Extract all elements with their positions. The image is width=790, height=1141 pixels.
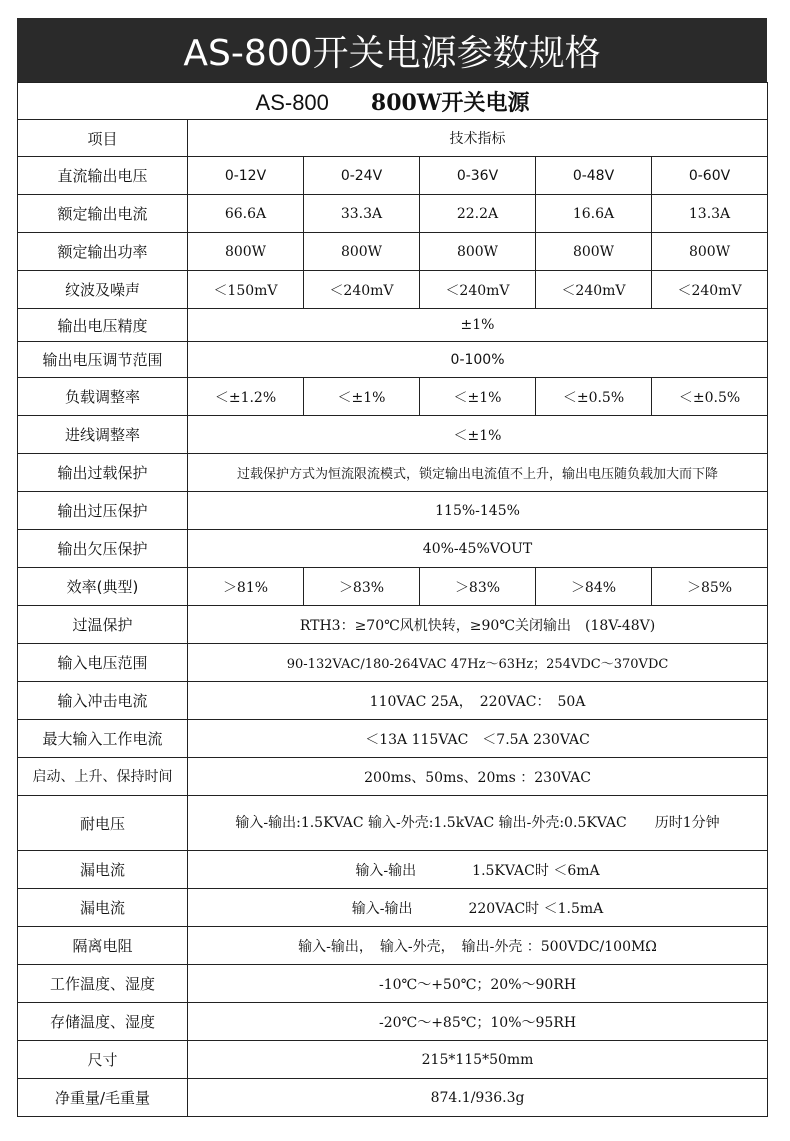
value-cell: ＜±1% (420, 378, 536, 416)
row-label: 负载调整率 (18, 378, 188, 416)
value-cell: 输入-输出 220VAC时 ＜1.5mA (188, 889, 768, 927)
value-cell: 输入-输出:1.5KVAC 输入-外壳:1.5kVAC 输出-外壳:0.5KVAC 历时1分钟 (188, 796, 768, 851)
value-cell: 0-36V (420, 157, 536, 195)
value-cell: ＜240mV (304, 271, 420, 309)
table-row (18, 1003, 768, 1041)
table-row (18, 342, 768, 378)
value-cell: 过载保护方式为恒流限流模式，锁定输出电流值不上升，输出电压随负载加大而下降 (188, 454, 768, 492)
value-cell: ＜±1.2% (188, 378, 304, 416)
value-cell: ±1% (188, 309, 768, 342)
table-row (18, 233, 768, 271)
header-spec: 技术指标 (188, 120, 768, 157)
header-item: 项目 (18, 120, 188, 157)
row-label: 输入电压范围 (18, 644, 188, 682)
value-cell: ＜150mV (188, 271, 304, 309)
table-row (18, 271, 768, 309)
table-row (18, 195, 768, 233)
value-cell: 0-24V (304, 157, 420, 195)
value-cell: RTH3：≥70℃风机快转，≥90℃关闭输出 (18V-48V) (188, 606, 768, 644)
table-row (18, 378, 768, 416)
row-label: 存储温度、湿度 (18, 1003, 188, 1041)
value-cell: ＜±0.5% (652, 378, 768, 416)
table-row (18, 157, 768, 195)
table-row (18, 1079, 768, 1117)
table-row (18, 454, 768, 492)
row-label: 隔离电阻 (18, 927, 188, 965)
row-label: 耐电压 (18, 796, 188, 851)
value-cell: 215*115*50mm (188, 1041, 768, 1079)
model-desc: 800W开关电源 (370, 89, 530, 116)
table-row (18, 1041, 768, 1079)
value-cell: -10℃～+50℃；20%～90RH (188, 965, 768, 1003)
row-label: 输出电压精度 (18, 309, 188, 342)
row-label: 净重量/毛重量 (18, 1079, 188, 1117)
value-cell: 0-12V (188, 157, 304, 195)
table-row (18, 965, 768, 1003)
table-row (18, 682, 768, 720)
row-label: 启动、上升、保持时间 (18, 758, 188, 796)
table-row (18, 927, 768, 965)
spec-table (17, 82, 768, 1117)
value-cell: 输入-输出 1.5KVAC时 ＜6mA (188, 851, 768, 889)
value-cell: ＞81% (188, 568, 304, 606)
table-row (18, 720, 768, 758)
row-label: 进线调整率 (18, 416, 188, 454)
value-cell: ＞83% (420, 568, 536, 606)
row-label: 漏电流 (18, 851, 188, 889)
row-label: 输出欠压保护 (18, 530, 188, 568)
table-row (18, 416, 768, 454)
value-cell: 0-100% (188, 342, 768, 378)
row-label: 过温保护 (18, 606, 188, 644)
value-cell: ＜±1% (304, 378, 420, 416)
value-cell: ＞84% (536, 568, 652, 606)
value-cell: 输入-输出， 输入-外壳， 输出-外壳 ：500VDC/100MΩ (188, 927, 768, 965)
value-cell: 0-60V (652, 157, 768, 195)
table-row (18, 492, 768, 530)
page-title: AS-800开关电源参数规格 (17, 18, 767, 82)
value-cell: 200ms、50ms、20ms ：230VAC (188, 758, 768, 796)
subtitle-cell (18, 83, 768, 120)
value-cell: 16.6A (536, 195, 652, 233)
table-row (18, 758, 768, 796)
value-cell: 800W (420, 233, 536, 271)
table-row (18, 530, 768, 568)
value-cell: ＜±1% (188, 416, 768, 454)
value-cell: 115%-145% (188, 492, 768, 530)
value-cell: ＜240mV (652, 271, 768, 309)
value-cell: ＜±0.5% (536, 378, 652, 416)
value-cell: 0-48V (536, 157, 652, 195)
header-row (18, 120, 768, 157)
row-label: 输出过载保护 (18, 454, 188, 492)
value-cell: ＜240mV (420, 271, 536, 309)
row-label: 输出过压保护 (18, 492, 188, 530)
row-label: 尺寸 (18, 1041, 188, 1079)
value-cell: 33.3A (304, 195, 420, 233)
table-row (18, 796, 768, 851)
table-row (18, 309, 768, 342)
value-cell: ＜13A 115VAC ＜7.5A 230VAC (188, 720, 768, 758)
value-cell: 800W (188, 233, 304, 271)
row-label: 直流输出电压 (18, 157, 188, 195)
model-name: AS-800 (255, 89, 329, 115)
row-label: 工作温度、湿度 (18, 965, 188, 1003)
spec-sheet (17, 18, 767, 1117)
table-row (18, 644, 768, 682)
value-cell: ＞83% (304, 568, 420, 606)
value-cell: 13.3A (652, 195, 768, 233)
row-label: 输入冲击电流 (18, 682, 188, 720)
row-label: 最大输入工作电流 (18, 720, 188, 758)
row-label: 效率(典型) (18, 568, 188, 606)
value-cell: 110VAC 25A， 220VAC： 50A (188, 682, 768, 720)
value-cell: 90-132VAC/180-264VAC 47Hz～63Hz；254VDC～370VDC (188, 644, 768, 682)
value-cell: ＜240mV (536, 271, 652, 309)
row-label: 漏电流 (18, 889, 188, 927)
row-label: 额定输出电流 (18, 195, 188, 233)
value-cell: 66.6A (188, 195, 304, 233)
row-label: 额定输出功率 (18, 233, 188, 271)
value-cell: 22.2A (420, 195, 536, 233)
value-cell: 800W (304, 233, 420, 271)
subtitle-row (18, 83, 768, 120)
value-cell: 40%-45%VOUT (188, 530, 768, 568)
value-cell: 874.1/936.3g (188, 1079, 768, 1117)
value-cell: 800W (536, 233, 652, 271)
value-cell: -20℃～+85℃；10%～95RH (188, 1003, 768, 1041)
row-label: 纹波及噪声 (18, 271, 188, 309)
value-cell: 800W (652, 233, 768, 271)
value-cell: ＞85% (652, 568, 768, 606)
table-row (18, 568, 768, 606)
table-row (18, 606, 768, 644)
table-row (18, 889, 768, 927)
row-label: 输出电压调节范围 (18, 342, 188, 378)
table-row (18, 851, 768, 889)
